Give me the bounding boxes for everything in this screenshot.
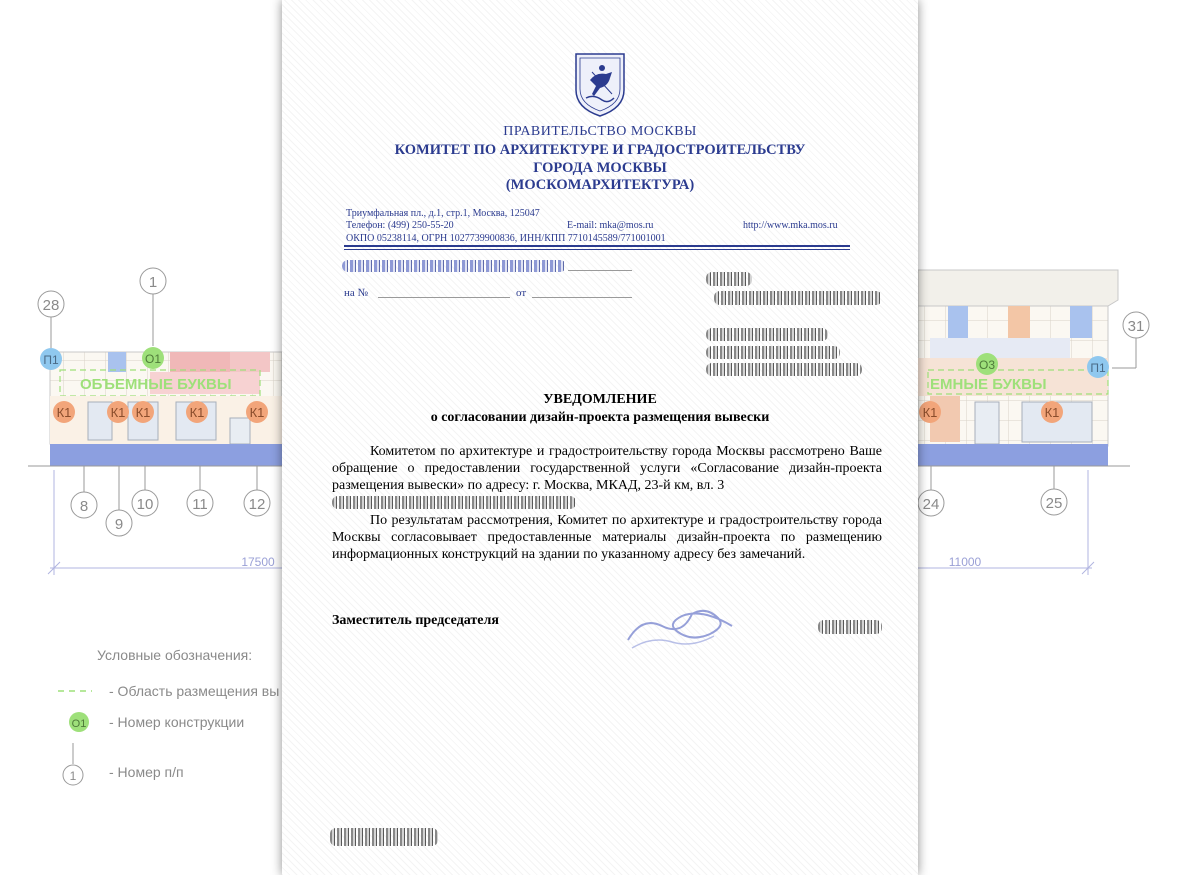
- callout-9: 9: [114, 516, 124, 533]
- redacted-addressee-4: [706, 346, 840, 359]
- construction-o1: [142, 347, 164, 369]
- contact-address: Триумфальная пл., д.1, стр.1, Москва, 125047: [346, 208, 540, 219]
- callout-10: 10: [136, 496, 154, 513]
- ref-number-field: [378, 297, 510, 298]
- contact-phone: Телефон: (499) 250-55-20: [346, 220, 454, 231]
- contact-codes: ОКПО 05238114, ОГРН 1027739900836, ИНН/КПП 7710145589/771001001: [346, 233, 666, 244]
- paragraph-1: Комитетом по архитектуре и градостроительству города Москвы рассмотрено Ваше обращение о предоставлении государственной услуги «Согласование дизайн-проекта размещения вывески» по адресу: г. Москва, МКАД, 23-й км, вл. 3: [332, 444, 882, 493]
- construction-p1-right: [1087, 356, 1109, 378]
- committee-title-line1: КОМИТЕТ ПО АРХИТЕКТУРЕ И ГРАДОСТРОИТЕЛЬСТВУ: [394, 142, 806, 158]
- legend-number-symbol: [63, 743, 83, 785]
- legend-title: Условные обозначения:: [97, 647, 253, 663]
- svg-text:К1: К1: [110, 405, 126, 420]
- svg-text:О3: О3: [978, 358, 996, 372]
- reference-underline: [568, 270, 632, 271]
- svg-text:П1: П1: [43, 353, 59, 367]
- svg-text:К1: К1: [56, 405, 72, 420]
- svg-text:П1: П1: [1090, 361, 1106, 375]
- redacted-addressee-5: [706, 363, 862, 376]
- notification-document: [282, 0, 918, 875]
- ref-date-field: [532, 297, 632, 298]
- signature-icon: [622, 596, 742, 656]
- committee-title-line2: ГОРОДА МОСКВЫ: [533, 160, 667, 176]
- redacted-signatory-name: [818, 620, 882, 634]
- legend-construction-symbol: [69, 712, 89, 732]
- document-title: УВЕДОМЛЕНИЕ: [543, 392, 657, 407]
- construction-o3: [976, 353, 998, 375]
- ref-number-label: на №: [344, 287, 369, 299]
- svg-text:К1: К1: [135, 405, 151, 420]
- svg-text:28: 28: [42, 297, 60, 314]
- callout-8: 8: [79, 498, 89, 515]
- committee-title-line3: (МОСКОМАРХИТЕКТУРА): [505, 177, 695, 193]
- redacted-reference: [342, 260, 566, 272]
- callout-11: 11: [192, 496, 208, 513]
- svg-text:1: 1: [69, 769, 77, 783]
- redacted-address: [332, 496, 576, 509]
- sign-text-right: ЕМНЫЕ БУКВЫ: [930, 376, 1047, 393]
- redacted-addressee-2: [714, 291, 882, 305]
- svg-text:31: 31: [1127, 318, 1145, 335]
- gov-title: ПРАВИТЕЛЬСТВО МОСКВЫ: [503, 124, 697, 139]
- legend-label-number: - Номер п/п: [109, 764, 184, 780]
- dimension-17500: 17500: [241, 555, 275, 569]
- redacted-addressee-1: [706, 272, 752, 286]
- callout-31: [1112, 312, 1149, 368]
- paragraph-2: По результатам рассмотрения, Комитет по архитектуре и градостроительству города Москвы согласовывает предоставленные материалы дизайн-проекта по размещению информационных конструкций на здании по указанному адресу без замечаний.: [332, 513, 882, 562]
- callout-12: 12: [248, 496, 266, 513]
- legend-label-construction: - Номер конструкции: [109, 714, 245, 730]
- svg-text:К1: К1: [922, 405, 938, 420]
- moscow-coat-of-arms-icon: [572, 50, 628, 118]
- legend-label-area: - Область размещения вы: [109, 683, 280, 699]
- construction-p1-left: [40, 348, 62, 370]
- svg-text:К1: К1: [189, 405, 205, 420]
- callout-25: 25: [1045, 495, 1063, 512]
- svg-text:О1: О1: [144, 352, 162, 366]
- callout-28: [38, 291, 64, 348]
- dimension-11000: 11000: [948, 555, 982, 569]
- redacted-footer: [330, 828, 438, 846]
- svg-text:К1: К1: [249, 405, 265, 420]
- sign-text-left: ОБЪЕМНЫЕ БУКВЫ: [80, 376, 232, 393]
- contact-email: E-mail: mka@mos.ru: [567, 220, 654, 231]
- document-subtitle: о согласовании дизайн-проекта размещения вывески: [430, 410, 770, 425]
- header-rule-thick: [344, 245, 850, 247]
- signatory-title: Заместитель председателя: [332, 613, 499, 628]
- svg-text:1: 1: [148, 274, 158, 291]
- svg-text:О1: О1: [71, 718, 87, 730]
- svg-text:К1: К1: [1044, 405, 1060, 420]
- contact-website: http://www.mka.mos.ru: [743, 220, 838, 231]
- ref-date-label: от: [516, 287, 527, 299]
- redacted-addressee-3: [706, 328, 828, 341]
- callout-24: 24: [922, 496, 940, 513]
- header-rule-thin: [344, 249, 850, 250]
- callout-1: [140, 268, 166, 346]
